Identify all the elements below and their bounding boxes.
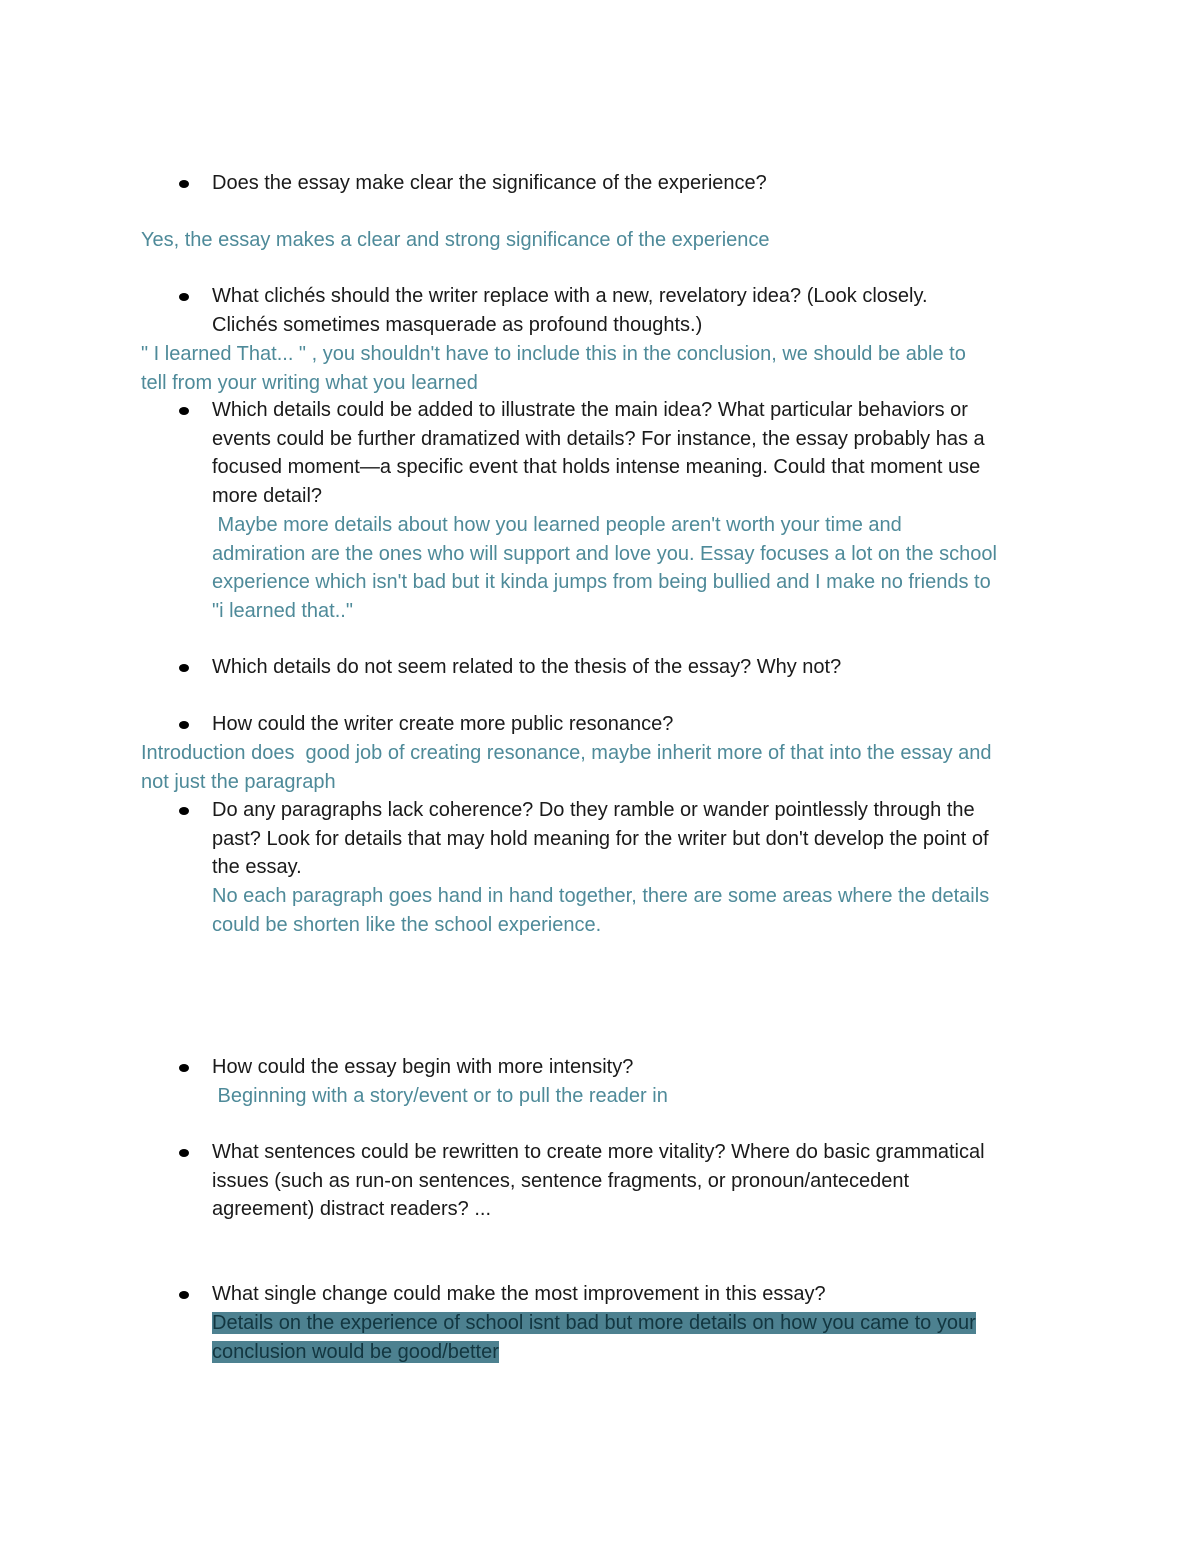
question-text: Do any paragraphs lack coherence? Do they ramble or wander pointlessly through the	[212, 799, 975, 821]
feedback-public-resonance	[141, 739, 1071, 796]
bullet-4	[179, 664, 189, 672]
question-text: Which details do not seem related to the thesis of the essay? Why not?	[212, 656, 842, 678]
bullet-5	[179, 721, 189, 729]
question-details-added	[212, 396, 1072, 510]
question-vitality	[212, 1138, 1072, 1224]
feedback-text: "i learned that.."	[212, 599, 353, 622]
bullet-7	[179, 1064, 189, 1072]
feedback-details-added	[212, 511, 1072, 625]
question-text: How could the writer create more public resonance?	[212, 713, 674, 735]
question-text: What single change could make the most improvement in this essay?	[212, 1283, 826, 1305]
question-unrelated-details	[212, 653, 1072, 682]
question-text: focused moment—a specific event that holds intense meaning. Could that moment use	[212, 456, 981, 479]
question-significance	[212, 169, 1072, 198]
feedback-text: tell from your writing what you learned	[141, 371, 478, 394]
feedback-text: Beginning with a story/event or to pull the reader in	[212, 1085, 668, 1107]
feedback-significance	[141, 226, 1071, 255]
question-coherence	[212, 796, 1072, 882]
bullet-1	[179, 180, 189, 188]
feedback-cliches	[141, 340, 1071, 397]
feedback-text: could be shorten like the school experience.	[212, 913, 602, 936]
bullet-9	[179, 1291, 189, 1299]
question-single-change	[212, 1280, 1072, 1309]
question-text: events could be further dramatized with details? For instance, the essay probably has a	[212, 427, 985, 450]
question-text: more detail?	[212, 484, 323, 507]
question-text: agreement) distract readers? ...	[212, 1198, 492, 1221]
feedback-text: admiration are the ones who will support and love you. Essay focuses a lot on the school	[212, 542, 997, 565]
feedback-text: experience which isn't bad but it kinda jumps from being bullied and I make no friends to	[212, 571, 991, 594]
feedback-text: " I learned That... " , you shouldn't have to include this in the conclusion, we should be able to	[141, 343, 966, 365]
question-text: What clichés should the writer replace with a new, revelatory idea? (Look closely.	[212, 285, 928, 307]
feedback-intensity	[212, 1082, 1072, 1111]
bullet-2	[179, 293, 189, 301]
question-text: issues (such as run-on sentences, sentence fragments, or pronoun/antecedent	[212, 1169, 910, 1192]
question-cliches	[212, 282, 1072, 339]
feedback-coherence	[212, 882, 1072, 939]
highlighted-feedback-text: Details on the experience of school isnt bad but more details on how you came to your	[212, 1312, 976, 1334]
question-text: past? Look for details that may hold meaning for the writer but don't develop the point of	[212, 827, 989, 850]
question-text: the essay.	[212, 856, 302, 879]
highlighted-feedback-text: conclusion would be good/better	[212, 1340, 499, 1363]
feedback-single-change	[212, 1309, 1072, 1366]
question-text: Which details could be added to illustrate the main idea? What particular behaviors or	[212, 399, 968, 421]
feedback-text: Maybe more details about how you learned people aren't worth your time and	[212, 514, 902, 536]
question-public-resonance	[212, 710, 1072, 739]
question-intensity	[212, 1053, 1072, 1082]
question-text: How could the essay begin with more intensity?	[212, 1056, 634, 1078]
bullet-3	[179, 407, 189, 415]
question-text: Does the essay make clear the significance of the experience?	[212, 172, 767, 194]
bullet-6	[179, 807, 189, 815]
question-text: Clichés sometimes masquerade as profound thoughts.)	[212, 313, 703, 336]
feedback-text: Yes, the essay makes a clear and strong significance of the experience	[141, 229, 770, 251]
feedback-text: No each paragraph goes hand in hand together, there are some areas where the details	[212, 885, 990, 907]
question-text: What sentences could be rewritten to create more vitality? Where do basic grammatical	[212, 1141, 985, 1163]
bullet-8	[179, 1149, 189, 1157]
feedback-text: not just the paragraph	[141, 770, 336, 793]
feedback-text: Introduction does good job of creating resonance, maybe inherit more of that into the essay and	[141, 742, 992, 764]
